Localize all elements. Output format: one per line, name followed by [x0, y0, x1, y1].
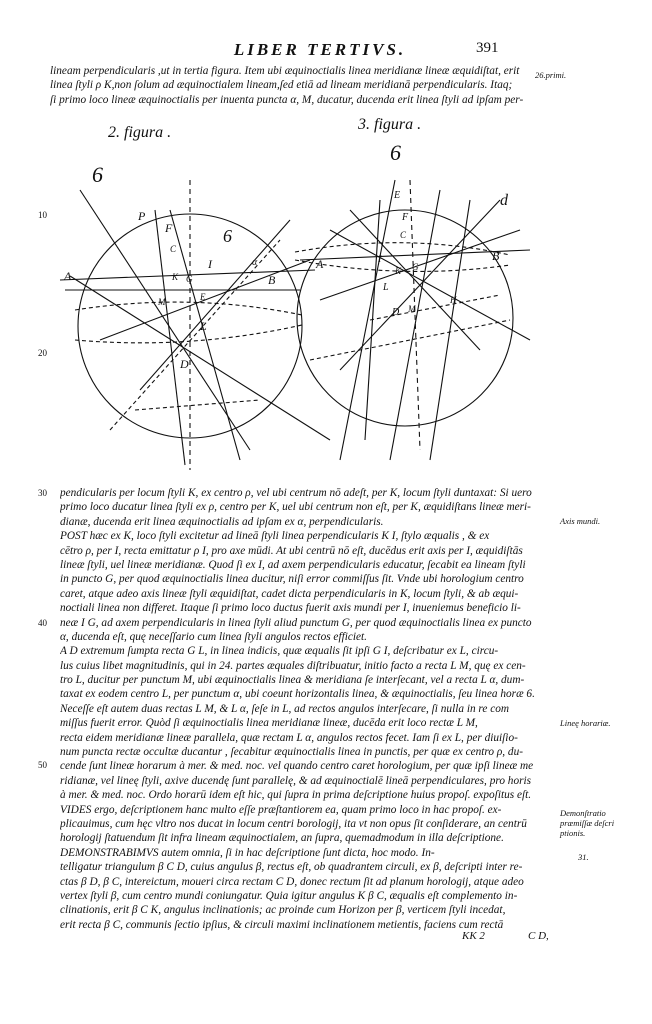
margin-note-axis-mundi: Axis mundi.	[560, 516, 601, 526]
line-number-30: 30	[38, 488, 47, 498]
text-line: plicauimus, cum hęc vltro nos ducat in locum centri borologij, ita vt non opus ſit conſiderare, an centrū	[60, 817, 527, 830]
fig3-line	[350, 210, 480, 350]
text-line: recta eidem meridianæ lineæ parallela, quæ rectam L α, angulos rectos fecet. Iam ſi ex L, per diuiſio-	[60, 731, 518, 744]
catchword: C D,	[528, 930, 549, 942]
fig3-label-M: M	[408, 304, 416, 314]
fig2-label-A: A	[64, 269, 72, 283]
margin-note-line: præmiſſæ deſcri	[560, 818, 615, 828]
fig3-label-D: D	[392, 307, 400, 318]
fig2-label-P: P	[138, 209, 146, 223]
text-line: cētro ρ, per I, recta emittatur ρ I, pro axe mūdi. At ubi centrū nō eſt, ducēdus erit axis per I, æquidiſtās	[60, 544, 523, 557]
geometric-figures	[40, 140, 560, 475]
figure-labels	[63, 140, 509, 371]
text-line: lus cuius libet magnitudinis, qui in 24. partes æquales diſtribuatur, initio facto a recta L M, quę ex cen-	[60, 659, 526, 672]
line-number-50: 50	[38, 760, 47, 770]
text-line: linea ſtyli ρ K,non ſolum ad æquinoctialem lineam,ſed etiā ad lineam meridianā perpendicularis. Itaq;	[50, 79, 513, 92]
fig2-label-alpha: α	[252, 257, 258, 268]
figure-2-drawing	[60, 180, 330, 470]
fig2-label-F: F	[165, 221, 173, 235]
fig2-label-D: D	[180, 357, 189, 371]
text-line: in puncto G, per quod æquinoctialis linea ducitur, niſi error commiſſus ſit. Vnde ubi horologium centro	[60, 573, 524, 586]
text-line: horologij ſtatuendum ſit infra lineam æquinoctialem, an ſupra, quemadmodum in illa deſcriptione.	[60, 832, 504, 845]
text-line: A D extremum ſumpta recta G L, in linea indicis, quæ æqualis ſit ipſi G I, deſcribatur ex L, circu-	[60, 645, 499, 658]
fig3-label-C: C	[400, 230, 407, 240]
margin-note-primi: 26.primi.	[535, 70, 567, 80]
line-number-10: 10	[38, 210, 47, 220]
fig3-label-K: K	[395, 266, 402, 276]
text-line: noctiali linea non differet. Itaque ſi primo loco ductus fuerit axis mundi per I, inueniemus beneficio li-	[60, 602, 521, 615]
fig2-label-C: C	[170, 244, 177, 254]
fig3-label-A: A	[316, 257, 324, 271]
margin-note-mark: 31.	[578, 852, 589, 862]
fig3-label-d: d	[500, 192, 508, 209]
text-line: lineæ ſtyli, uel lineæ meridianæ. Quod ſi ex I, ad axem perpendicularis educatur, ſecabit ea lineam ſtyli	[60, 558, 526, 571]
figure-3-label: 3. figura .	[358, 116, 422, 133]
text-line: erit recta β C, communis ſectio ipſius, & circuli maximi inclinationem metientis, faciens cum rectā	[60, 918, 504, 931]
fig2-label-I: I	[208, 257, 212, 271]
margin-note-line: Demonſtratio	[560, 808, 606, 818]
text-line: ctas β D, β C, intereictum, moueri circa rectam C D, donec rectum ſit ad planum horologij, atque adeo	[60, 875, 524, 888]
fig3-label-E: E	[394, 190, 401, 201]
fig3-label-F: F	[402, 212, 409, 223]
text-line: vertex ſtyli β, cum centro mundi coniungatur. Quia igitur angulus K β C, æqualis eſt complemento in-	[60, 889, 518, 902]
body-paragraphs	[60, 486, 550, 932]
margin-note-line: ptionis.	[560, 828, 586, 838]
figure-2-label: 2. figura .	[108, 124, 172, 141]
text-line: caret, atque adeo axis lineæ ſtyli æquidiſtat, cadet dicta perpendicularis in K, locum ſtyli, & ab æqui-	[60, 587, 519, 600]
fig2-dashed-arc	[75, 302, 302, 315]
fig2-label-six-top: 6	[92, 162, 103, 187]
text-line: taxat ex eodem centro L, per punctum α, ubi coeunt horizontalis linea, & æquinoctialis, ſeu linea horæ 6.	[60, 688, 535, 701]
fig3-label-six-top: 6	[390, 140, 401, 165]
fig3-dashed-line	[370, 295, 500, 320]
text-line: POST hæc ex K, loco ſtyli excitetur ad lineā ſtyli linea perpendicularis K I, ſtylo æqualis , & ex	[60, 530, 490, 543]
text-line: DEMONSTRABIMVS autem omnia, ſi in hac deſcriptione ſunt dicta, hoc modo. In-	[60, 846, 435, 859]
text-line: clinationis, erit β C K, angulus inclinationis; ac proinde cum Horizon per β, verticem ſtyli incedat,	[60, 904, 506, 917]
text-line: à mer. & med. noc. Ordo horarū idem eſt hic, qui ſupra in prima deſcriptione huius propoſ. expoſitus eſt.	[60, 789, 532, 802]
running-header-title: LIBER TERTIVS.	[233, 40, 407, 59]
signature-mark: KK 2	[462, 930, 485, 942]
text-line: pendicularis per locum ſtyli K, ex centro ρ, vel ubi centrum nō adeſt, per K, locum ſtyli duntaxat: Si uero	[60, 487, 532, 499]
fig2-dashed-arc	[75, 325, 302, 343]
text-line: VIDES ergo, deſcriptionem hanc multo eſſe præſtantiorem ea, quam primo loco in hac propoſ. ex-	[60, 803, 502, 816]
text-line: telligatur triangulum β C D, cuius angulus β, rectus eſt, ob quadrantem circuli, ex β, deſcripti inter re-	[60, 861, 523, 874]
fig2-dashed-line	[135, 400, 260, 410]
text-line: primo loco ducatur linea ſtyli ex ρ, centro per K, uel ubi centrum non eſt, per K, æquidiſtans lineæ meri-	[60, 501, 531, 514]
text-line: neæ I G, ad axem perpendicularis in linea ſtyli aliud punctum G, per quod æquinoctialis linea ex puncto	[60, 616, 532, 629]
fig3-circle	[297, 210, 513, 426]
text-line: α, ducenda eſt, quę neceſſario cum linea ſtyli angulos rectos efficiet.	[60, 630, 367, 643]
text-line: Neceſſe eſt autem duas rectas L M, & L α, ſeſe in L, ad rectos angulos interſecare, ſi nulla in re com	[60, 702, 510, 715]
fig3-label-H: H	[450, 295, 457, 305]
fig2-label-E: E	[200, 292, 206, 302]
fig3-label-I: I	[378, 254, 382, 265]
fig2-label-M: M	[158, 297, 166, 307]
text-line: dianæ, ducenda erit linea æquinoctialis ad ipſam ex α, perpendicularis.	[60, 515, 384, 528]
fig2-label-G: G	[186, 274, 193, 284]
text-line: ridianæ, vel lineę ſtyli, axive ducendę ſunt parallelę, & ad æquinoctialē lineā perpendiculares, pro horis	[60, 774, 532, 787]
fig3-line	[390, 190, 440, 460]
line-number-40: 40	[38, 618, 47, 628]
line-number-20: 20	[38, 348, 47, 358]
text-line: cende ſunt lineæ horarum à mer. & med. noc. vel quando centro caret horologium, per quæ ipſi lineæ me	[60, 760, 534, 773]
text-line: tro L, ducitur per punctum M, ubi æquinoctialis linea & meridiana ſe interſecant, vel a recta L α, dum-	[60, 674, 525, 687]
fig2-dashed-line	[110, 240, 280, 430]
fig3-dashed-line	[410, 180, 420, 450]
page-number: 391	[476, 40, 499, 56]
text-line: num puncta rectæ occultæ ducantur , ſecabitur æquinoctialis linea in punctis, per quæ ex centro ρ, du-	[60, 746, 523, 759]
fig3-label-L: L	[383, 282, 389, 293]
fig3-label-G: G	[412, 262, 419, 272]
fig2-label-six-right: 6	[223, 226, 232, 246]
text-line: miſſus fuerit error. Quòd ſi æquinoctialis linea meridianæ lineæ, ducēda erit loco rectæ L M,	[60, 717, 478, 730]
figure-3-drawing	[295, 180, 530, 460]
fig2-label-B: B	[268, 273, 276, 287]
fig2-label-L: L	[200, 319, 207, 333]
margin-note-demonstratio	[560, 808, 614, 838]
margin-note-lineae-horariae: Lineę horariæ.	[560, 718, 611, 728]
fig2-label-K: K	[172, 272, 179, 282]
text-line: ſi primo loco lineæ æquinoctialis per inuenta puncta α, M, ducatur, ducenda erit linea ſtyli ad ipſam per-	[50, 93, 524, 106]
intro-paragraph	[50, 64, 530, 107]
fig3-label-B: B	[492, 249, 500, 263]
text-line: lineam perpendicularis ,ut in tertia figura. Item ubi æquinoctialis linea meridianæ lineæ æquidiſtat, erit	[50, 65, 520, 77]
